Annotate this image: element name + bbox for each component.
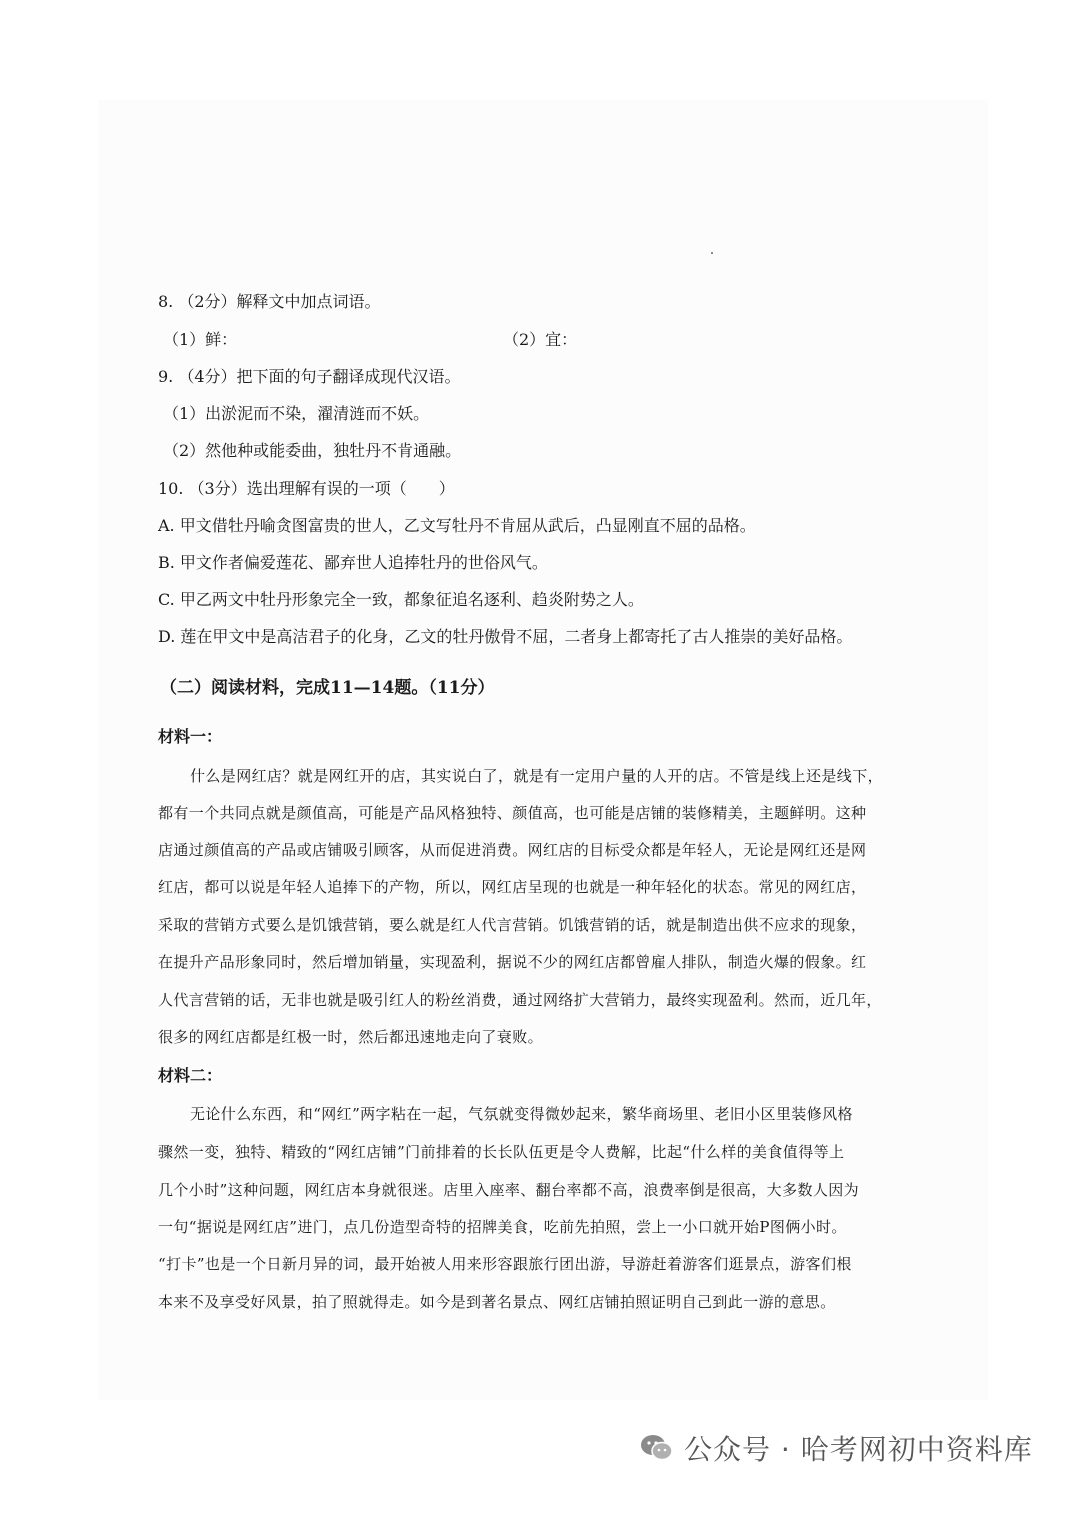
option-b: B. 甲文作者偏爱莲花、鄙弃世人追捧牡丹的世俗风气。 — [158, 553, 548, 572]
q9-item-1: （1）出淤泥而不染，濯清涟而不妖。 — [163, 404, 430, 423]
m1-line: 人代言营销的话，无非也就是吸引红人的粉丝消费，通过网络扩大营销力，最终实现盈利。然而，近几年， — [158, 991, 882, 1009]
speck — [711, 252, 713, 254]
section-title: （二）阅读材料，完成11—14题。（11分） — [160, 678, 495, 698]
q8-item-1: （1）鲜： — [163, 330, 238, 349]
m1-line: 采取的营销方式要么是饥饿营销，要么就是红人代言营销。饥饿营销的话，就是制造出供不应求的现象， — [158, 916, 867, 934]
m2-line: 几个小时”这种问题，网红店本身就很迷。店里入座率、翻台率都不高，浪费率倒是很高，大多数人因为 — [158, 1181, 860, 1199]
m2-line: 无论什么东西，和“网红”两字粘在一起，气氛就变得微妙起来，繁华商场里、老旧小区里装修风格 — [190, 1105, 853, 1123]
wechat-watermark — [640, 1428, 1033, 1468]
q8-text: 8. （2分）解释文中加点词语。 — [158, 292, 381, 311]
option-d: D. 莲在甲文中是高洁君子的化身，乙文的牡丹傲骨不屈，二者身上都寄托了古人推崇的美好品格。 — [158, 627, 853, 646]
m1-line: 什么是网红店？就是网红开的店，其实说白了，就是有一定用户量的人开的店。不管是线上还是线下， — [190, 767, 884, 785]
m2-line: “打卡”也是一个日新月异的词，最开始被人用来形容跟旅行团出游，导游赶着游客们逛景点，游客们根 — [158, 1255, 852, 1273]
m1-line: 店通过颜值高的产品或店铺吸引顾客，从而促进消费。网红店的目标受众都是年轻人，无论是网红还是网 — [158, 841, 867, 859]
m1-line: 很多的网红店都是红极一时，然后都迅速地走向了衰败。 — [158, 1028, 544, 1046]
material-1-title: 材料一： — [158, 727, 223, 746]
m1-line: 红店，都可以说是年轻人追捧下的产物，所以，网红店呈现的也就是一种年轻化的状态。常见的网红店， — [158, 878, 867, 896]
material-2-title: 材料二： — [158, 1066, 223, 1085]
option-c: C. 甲乙两文中牡丹形象完全一致，都象征追名逐利、趋炎附势之人。 — [158, 590, 644, 609]
watermark-text: 公众号 · 哈考网初中资料库 — [684, 1433, 1033, 1466]
m2-line: 骤然一变，独特、精致的“网红店铺”门前排着的长长队伍更是令人费解，比起“什么样的美食值得等上 — [158, 1143, 845, 1161]
m1-line: 在提升产品形象同时，然后增加销量，实现盈利，据说不少的网红店都曾雇人排队，制造火爆的假象。红 — [158, 953, 867, 971]
q9-item-2: （2）然他种或能委曲，独牡丹不肯通融。 — [163, 441, 462, 460]
m2-line: 本来不及享受好风景，拍了照就得走。如今是到著名景点、网红店铺拍照证明自己到此一游的意思。 — [158, 1293, 836, 1311]
m1-line: 都有一个共同点就是颜值高，可能是产品风格独特、颜值高，也可能是店铺的装修精美，主题鲜明。这种 — [158, 804, 867, 822]
q9-text: 9. （4分）把下面的句子翻译成现代汉语。 — [158, 367, 461, 386]
q10-text: 10. （3分）选出理解有误的一项（ ） — [158, 479, 455, 498]
option-a: A. 甲文借牡丹喻贪图富贵的世人，乙文写牡丹不肯屈从武后，凸显刚直不屈的品格。 — [158, 516, 756, 535]
q8-item-2: （2）宜： — [503, 330, 578, 349]
wechat-icon — [640, 1433, 674, 1463]
m2-line: 一句“据说是网红店”进门，点几份造型奇特的招牌美食，吃前先拍照，尝上一小口就开始P图俩小时。 — [158, 1218, 847, 1236]
